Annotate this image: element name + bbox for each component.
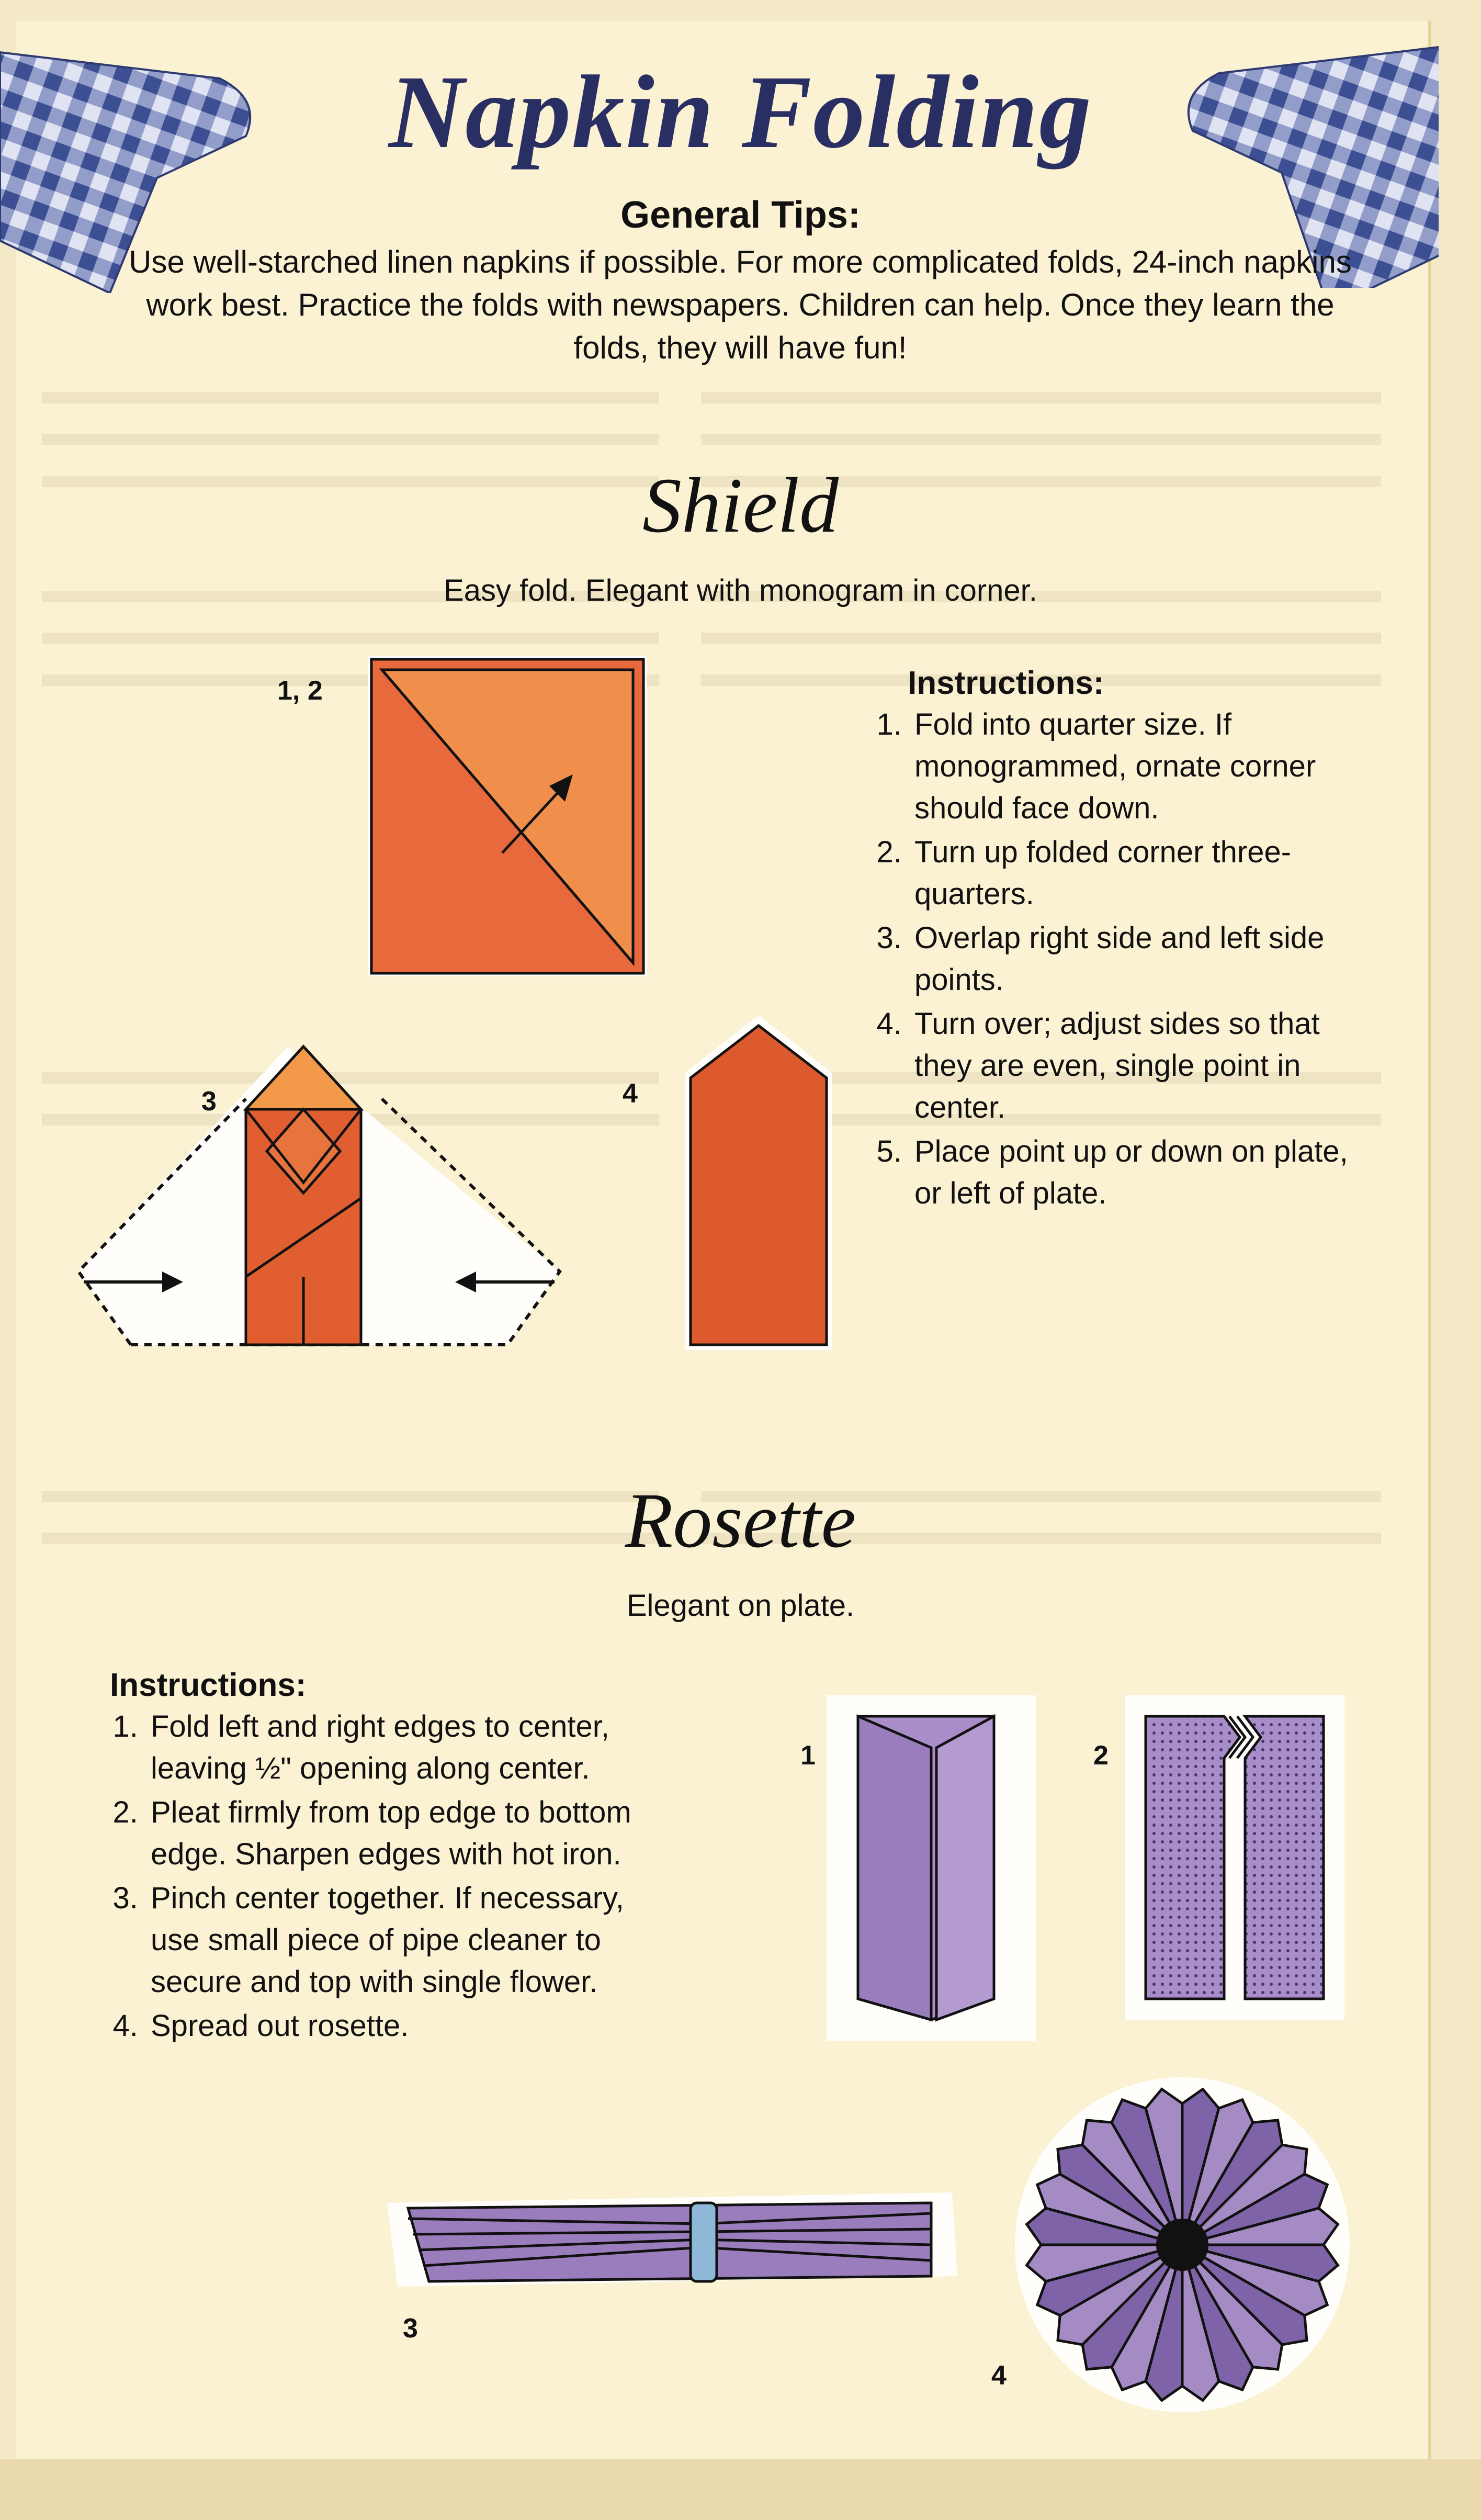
rosette-step-3-figure — [377, 2172, 968, 2308]
rosette-title: Rosette — [625, 1477, 856, 1564]
rosette-step-2-figure — [1125, 1695, 1344, 2020]
shield-step-5: 5. Place point up or down on plate, or left of plate. — [910, 1131, 1381, 1214]
rosette-step-4-figure — [1010, 2072, 1355, 2417]
rosette-figure-label-3: 3 — [403, 2313, 418, 2344]
rosette-step-1: 1. Fold left and right edges to center, leaving ½" opening along center. — [146, 1706, 659, 1790]
shield-step-4-figure — [680, 1015, 837, 1350]
rosette-step-1-figure — [827, 1695, 1036, 2041]
shield-step-1: 1. Fold into quarter size. If monogrammed, ornate corner should face down. — [910, 704, 1381, 829]
rosette-instructions-heading: Instructions: — [110, 1667, 307, 1703]
rosette-subtitle: Elegant on plate. — [626, 1589, 855, 1623]
shield-step-4: 4. Turn over; adjust sides so that they are even, single point in center. — [910, 1003, 1381, 1129]
rosette-figure-label-1: 1 — [800, 1740, 816, 1771]
shield-figure-label-4: 4 — [623, 1078, 638, 1109]
rosette-step-3: 3. Pinch center together. If necessary, use small piece of pipe cleaner to secure and top with single flower. — [146, 1877, 659, 2003]
general-tips-text: Use well-starched linen napkins if possible. For more complicated folds, 24-inch napkins work best. Practice the folds with newspapers. Children can help. Once they learn the folds, they will have fun! — [129, 244, 1352, 365]
shield-title: Shield — [642, 462, 839, 549]
shield-figure-label-1-2: 1, 2 — [277, 676, 323, 706]
general-tips-heading: General Tips: — [620, 194, 861, 236]
rosette-steps-list — [107, 1706, 659, 2049]
rosette-figure-label-4: 4 — [991, 2360, 1007, 2391]
shield-step-2: 2. Turn up folded corner three-quarters. — [910, 831, 1381, 915]
shield-figure-label-3: 3 — [201, 1086, 217, 1117]
rosette-figure-label-2: 2 — [1093, 1740, 1109, 1771]
rosette-step-2: 2. Pleat firmly from top edge to bottom edge. Sharpen edges with hot iron. — [146, 1792, 659, 1875]
page-bottom-edge — [0, 2459, 1481, 2520]
shield-steps-list — [871, 704, 1381, 1217]
shield-subtitle: Easy fold. Elegant with monogram in corner. — [444, 573, 1037, 608]
shield-step-3-figure — [58, 1026, 581, 1371]
shield-step-3: 3. Overlap right side and left side points. — [910, 917, 1381, 1001]
shield-step-1-2-figure — [361, 649, 654, 984]
shield-instructions-heading: Instructions: — [908, 665, 1104, 701]
rosette-step-4: 4. Spread out rosette. — [146, 2005, 659, 2047]
page-title: Napkin Folding — [389, 54, 1092, 170]
